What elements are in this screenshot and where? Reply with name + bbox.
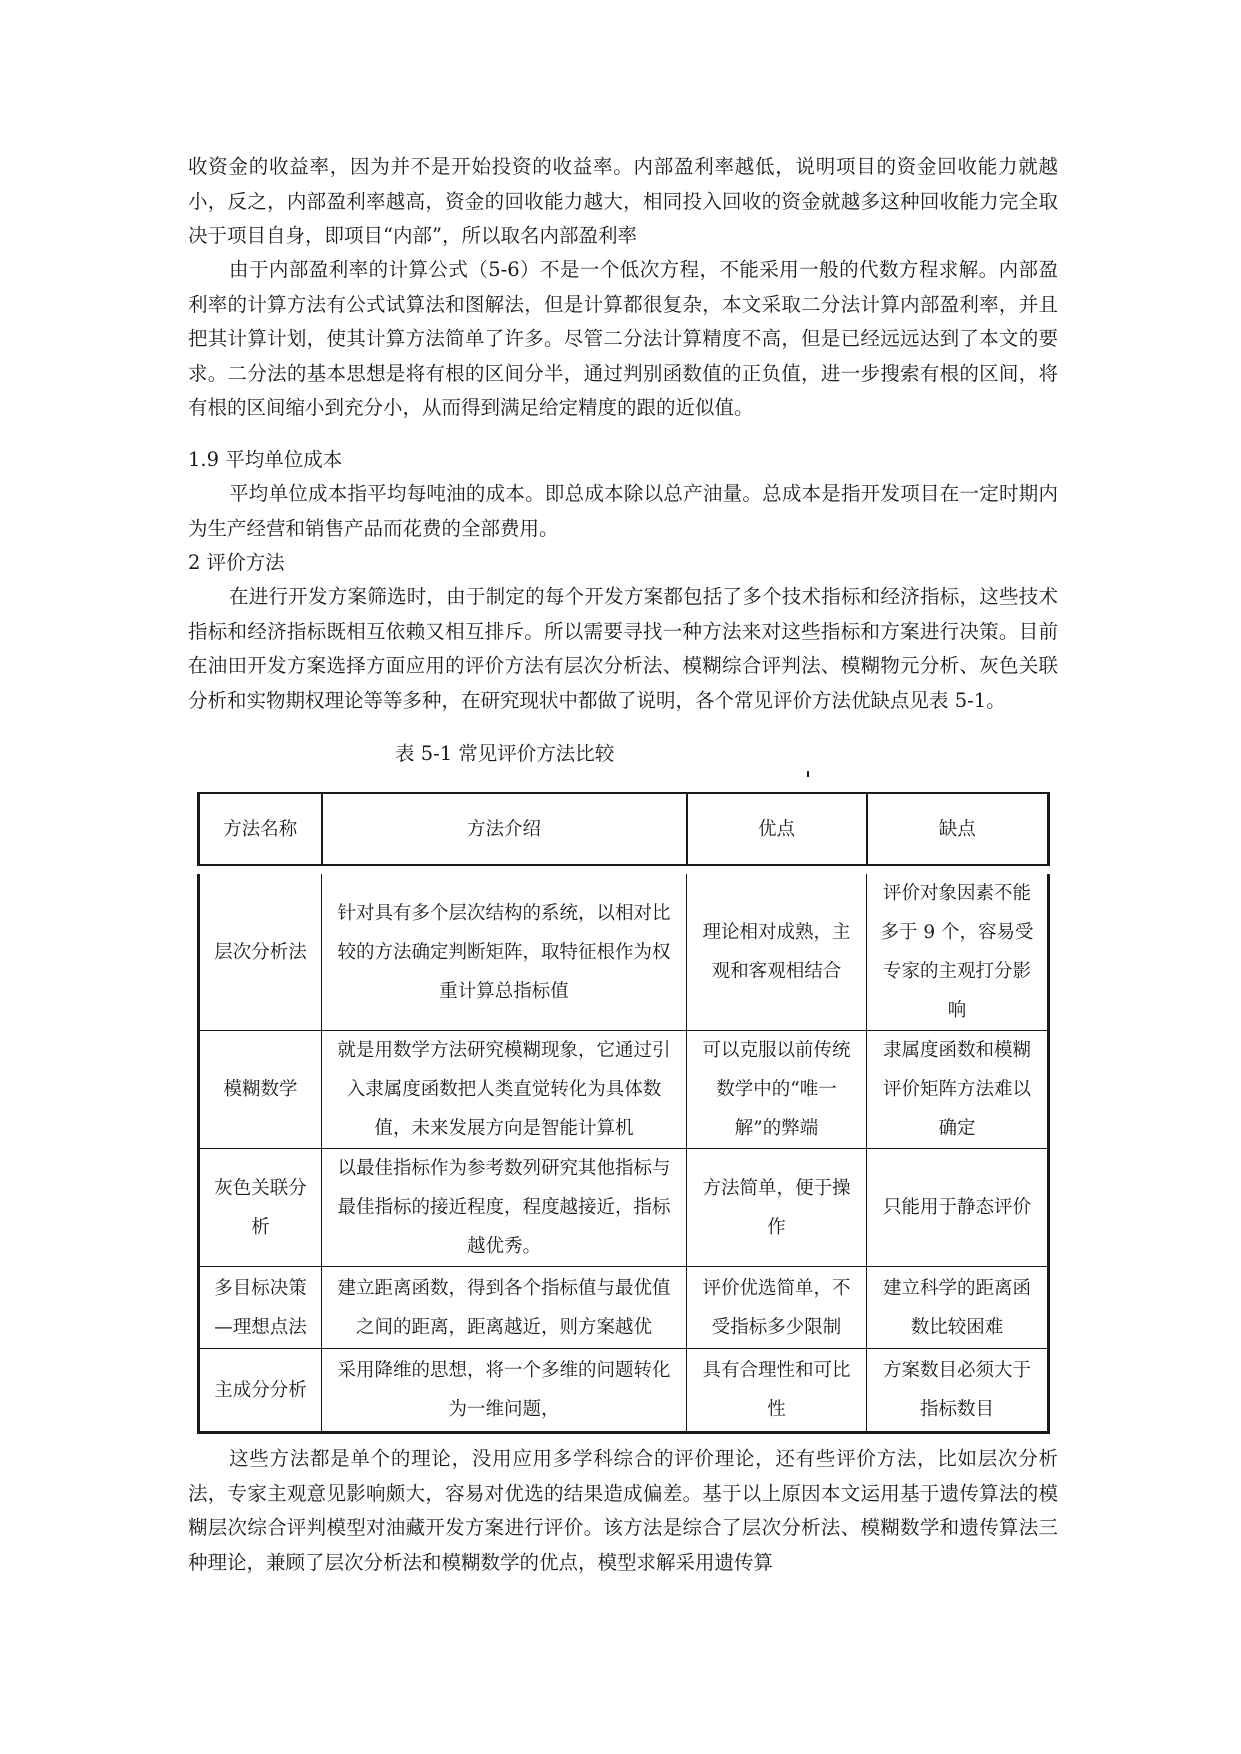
table-row	[199, 1149, 1049, 1267]
paragraph-average-unit-cost: 平均单位成本指平均每吨油的成本。即总成本除以总产油量。总成本是指开发项目在一定时期内为生产经营和销售产品而花费的全部费用。	[188, 482, 1058, 540]
cell-method-name: 多目标决策—理想点法	[199, 1267, 322, 1349]
cell-method-intro: 就是用数学方法研究模糊现象，它通过引入隶属度函数把人类直觉转化为具体数值，未来发展方向是智能计算机	[322, 1031, 687, 1149]
paragraph-conclusion-fuzzy-ahp: 这些方法都是单个的理论，没用应用多学科综合的评价理论，还有些评价方法，比如层次分析法，专家主观意见影响颇大，容易对优选的结果造成偏差。基于以上原因本文运用基于遗传算法的模糊层次综合评判模型对油藏开发方案进行评价。该方法是综合了层次分析法、模糊数学和遗传算法三种理论，兼顾了层次分析法和模糊数学的优点，模型求解采用遗传算	[188, 1447, 1058, 1574]
section-heading-1-9: 1.9 平均单位成本	[188, 448, 343, 471]
table-caption: 表 5-1 常见评价方法比较	[395, 742, 615, 765]
cell-advantages: 方法简单，便于操作	[687, 1149, 867, 1267]
cell-method-name: 灰色关联分析	[199, 1149, 322, 1267]
cell-disadvantages: 只能用于静态评价	[867, 1149, 1049, 1267]
cell-disadvantages: 方案数目必须大于指标数目	[867, 1349, 1049, 1433]
cell-method-intro: 采用降维的思想，将一个多维的问题转化为一维问题，	[322, 1349, 687, 1433]
cell-advantages: 可以克服以前传统数学中的“唯一解”的弊端	[687, 1031, 867, 1149]
table-row	[199, 1349, 1049, 1433]
cell-advantages: 评价优选简单，不受指标多少限制	[687, 1267, 867, 1349]
header-disadvantages: 缺点	[867, 793, 1049, 865]
comparison-table-body	[197, 874, 1050, 1434]
header-method-name: 方法名称	[199, 793, 322, 865]
table-row	[199, 1031, 1049, 1149]
cell-method-intro: 针对具有多个层次结构的系统，以相对比较的方法确定判断矩阵，取特征根作为权重计算总指标值	[322, 874, 687, 1031]
header-method-intro: 方法介绍	[322, 793, 687, 865]
stray-mark	[807, 771, 809, 777]
paragraph-bisection-method: 由于内部盈利率的计算公式（5-6）不是一个低次方程，不能采用一般的代数方程求解。内部盈利率的计算方法有公式试算法和图解法，但是计算都很复杂，本文采取二分法计算内部盈利率，并且把其计算计划，使其计算方法简单了许多。尽管二分法计算精度不高，但是已经远远达到了本文的要求。二分法的基本思想是将有根的区间分半，通过判别函数值的正负值，进一步搜索有根的区间，将有根的区间缩小到充分小，从而得到满足给定精度的跟的近似值。	[188, 258, 1058, 420]
cell-method-name: 层次分析法	[199, 874, 322, 1031]
cell-method-intro: 以最佳指标作为参考数列研究其他指标与最佳指标的接近程度，程度越接近，指标越优秀。	[322, 1149, 687, 1267]
paragraph-evaluation-methods: 在进行开发方案筛选时，由于制定的每个开发方案都包括了多个技术指标和经济指标，这些技术指标和经济指标既相互依赖又相互排斥。所以需要寻找一种方法来对这些指标和方案进行决策。目前在油田开发方案选择方面应用的评价方法有层次分析法、模糊综合评判法、模糊物元分析、灰色关联分析和实物期权理论等等多种，在研究现状中都做了说明，各个常见评价方法优缺点见表 5-1。	[188, 585, 1058, 712]
table-row	[199, 1267, 1049, 1349]
cell-method-name: 主成分分析	[199, 1349, 322, 1433]
table-header-row	[199, 793, 1049, 865]
table-row	[199, 874, 1049, 1031]
cell-advantages: 理论相对成熟，主观和客观相结合	[687, 874, 867, 1031]
header-advantages: 优点	[687, 793, 867, 865]
cell-advantages: 具有合理性和可比性	[687, 1349, 867, 1433]
cell-disadvantages: 建立科学的距离函数比较困难	[867, 1267, 1049, 1349]
cell-disadvantages: 评价对象因素不能多于 9 个，容易受专家的主观打分影响	[867, 874, 1049, 1031]
clipped-text-line	[225, 1432, 1045, 1437]
cell-method-name: 模糊数学	[199, 1031, 322, 1149]
comparison-table-header	[197, 792, 1050, 866]
section-heading-2: 2 评价方法	[188, 551, 285, 574]
cell-disadvantages: 隶属度函数和模糊评价矩阵方法难以确定	[867, 1031, 1049, 1149]
cell-method-intro: 建立距离函数，得到各个指标值与最优值之间的距离，距离越近，则方案越优	[322, 1267, 687, 1349]
paragraph-irr-definition: 收资金的收益率，因为并不是开始投资的收益率。内部盈利率越低，说明项目的资金回收能力就越小，反之，内部盈利率越高，资金的回收能力越大，相同投入回收的资金就越多这种回收能力完全取决于项目自身，即项目“内部”，所以取名内部盈利率	[188, 155, 1058, 248]
